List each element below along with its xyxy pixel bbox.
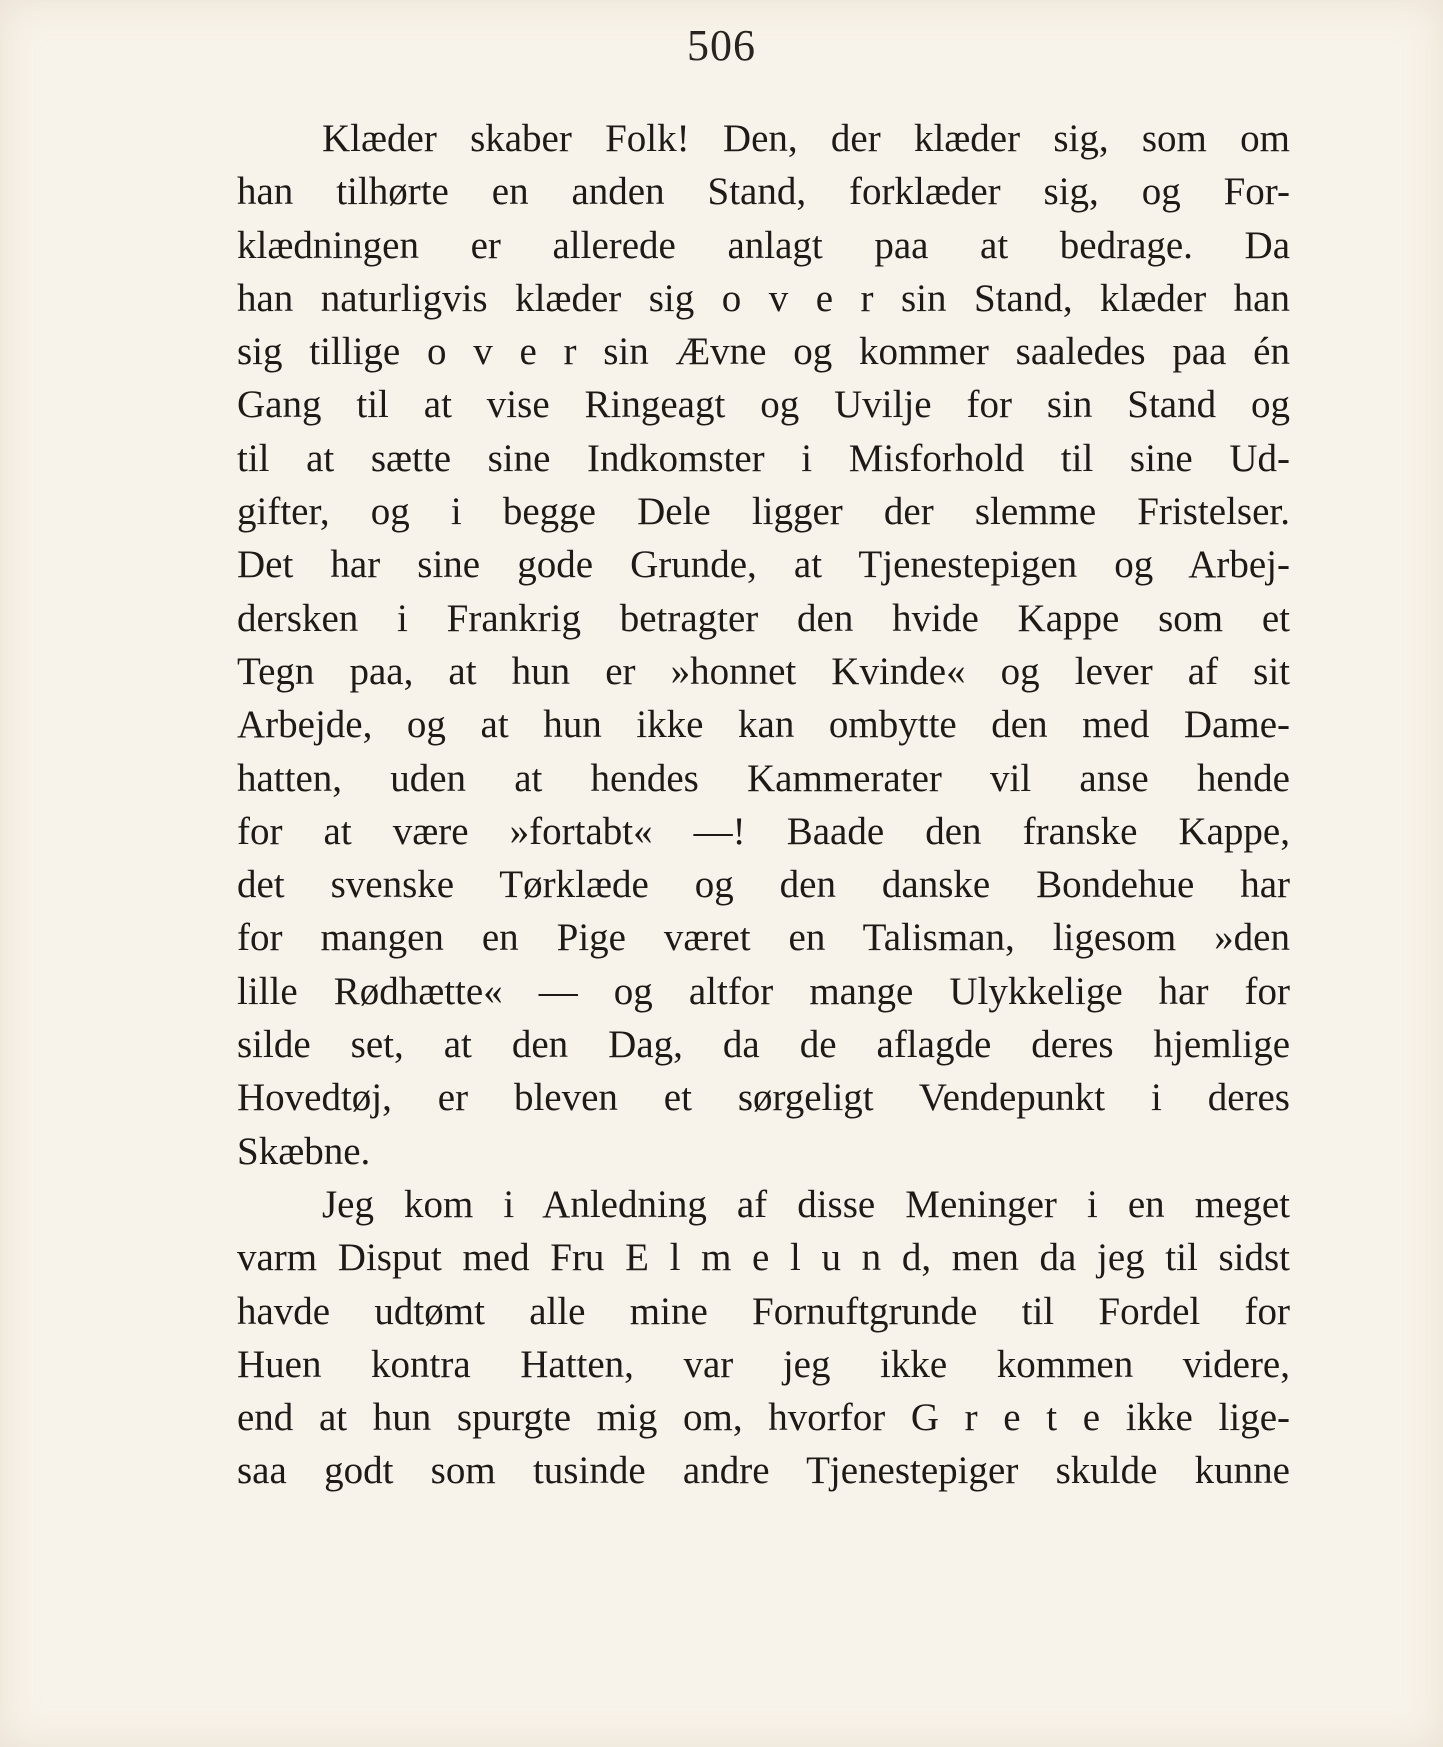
page-number: 506 [687, 21, 756, 70]
text-line: han naturligvis klæder sig o v e r sin Stand, klæder han [237, 276, 1290, 320]
text-line: Klæder skaber Folk! Den, der klæder sig, som om [322, 117, 1290, 160]
text-line: varm Disput med Fru E l m e l u n d, men da jeg til sidst [237, 1236, 1290, 1280]
text-line: havde udtømt alle mine Fornuftgrunde til Fordel for [237, 1289, 1290, 1333]
text-line: til at sætte sine Indkomster i Misforhold til sine Ud- [237, 436, 1290, 480]
text-line: Skæbne. [237, 1129, 371, 1173]
text-line: dersken i Frankrig betragter den hvide Kappe som et [237, 596, 1290, 640]
paragraph-1 [237, 112, 1290, 1178]
text-line: saa godt som tusinde andre Tjenestepiger skulde kunne [237, 1449, 1290, 1493]
text-line: klædningen er allerede anlagt paa at bedrage. Da [237, 223, 1290, 267]
text-line: for mangen en Pige været en Talisman, ligesom »den [237, 916, 1290, 960]
text-line: lille Rødhætte« — og altfor mange Ulykkelige har for [237, 969, 1290, 1013]
text-line: end at hun spurgte mig om, hvorfor G r e t e ikke lige- [237, 1396, 1290, 1440]
text-line: silde set, at den Dag, da de aflagde deres hjemlige [237, 1023, 1290, 1067]
body-text [237, 112, 1290, 1498]
paragraph-2 [237, 1178, 1290, 1498]
text-line: Hovedtøj, er bleven et sørgeligt Vendepunkt i deres [237, 1076, 1290, 1120]
text-line: Det har sine gode Grunde, at Tjenestepigen og Arbej- [237, 543, 1290, 587]
text-line: Huen kontra Hatten, var jeg ikke kommen videre, [237, 1342, 1290, 1386]
text-line: det svenske Tørklæde og den danske Bondehue har [237, 863, 1290, 907]
text-line: Arbejde, og at hun ikke kan ombytte den med Dame- [237, 703, 1290, 747]
text-line: hatten, uden at hendes Kammerater vil anse hende [237, 756, 1290, 800]
text-line: Jeg kom i Anledning af disse Meninger i en meget [322, 1182, 1290, 1226]
text-line: gifter, og i begge Dele ligger der slemme Fristelser. [237, 490, 1290, 534]
text-line: Gang til at vise Ringeagt og Uvilje for sin Stand og [237, 383, 1290, 427]
text-line: sig tillige o v e r sin Ævne og kommer saaledes paa én [237, 330, 1290, 374]
text-line: han tilhørte en anden Stand, forklæder sig, og For- [237, 170, 1290, 214]
text-line: Tegn paa, at hun er »honnet Kvinde« og lever af sit [237, 649, 1290, 693]
text-line: for at være »fortabt« —! Baade den franske Kappe, [237, 809, 1290, 853]
